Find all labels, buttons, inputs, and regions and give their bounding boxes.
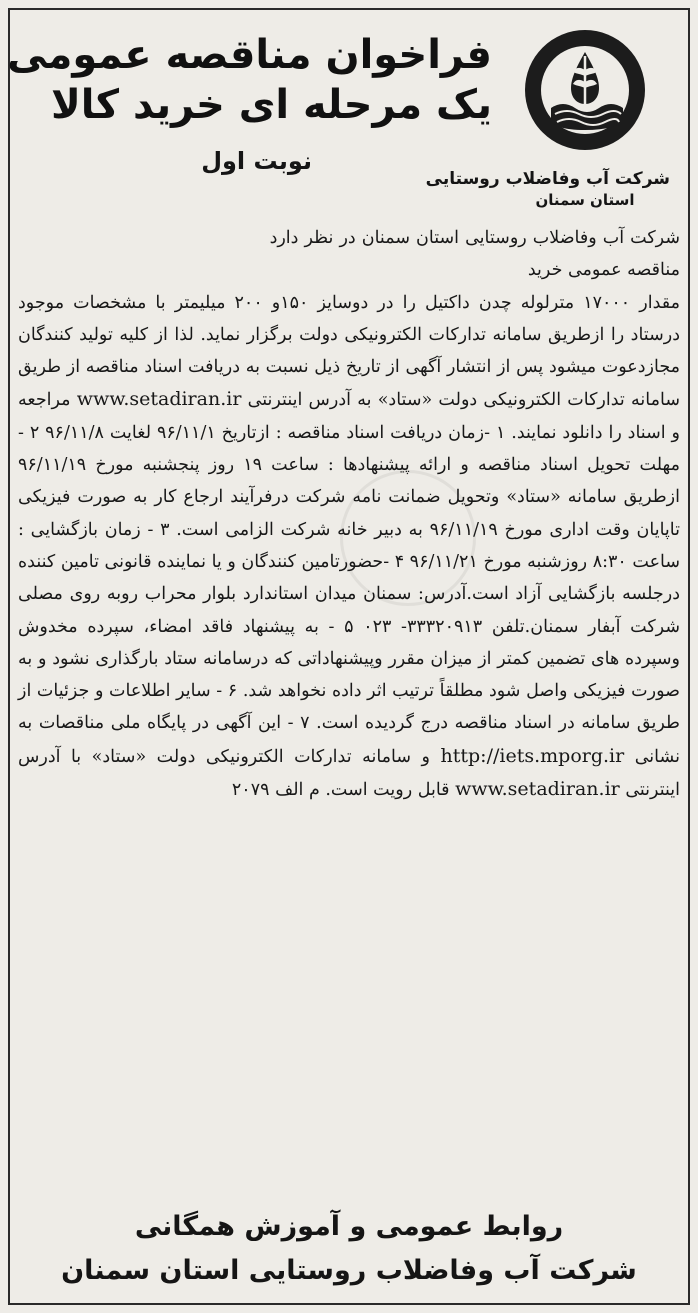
setad-url-1[interactable]: www.setadiran.ir (76, 388, 242, 411)
notice-header (7, 22, 680, 209)
footer-company: شرکت آب وفاضلاب روستایی استان سمنان (61, 1255, 637, 1286)
notice-body (18, 222, 680, 806)
logo-block (425, 26, 670, 210)
footer-public-relations: روابط عمومی و آموزش همگانی (134, 1211, 564, 1242)
province-name: استان سمنان (535, 191, 635, 209)
iets-url[interactable]: http://iets.mporg.ir (440, 744, 625, 767)
body-text-3: و سامانه تدارکات الکترونیکی دولت «ستاد» با آدرس اینترنتی (18, 746, 680, 801)
body-text-1: مقدار ۱۷۰۰۰ مترلوله چدن داکتیل را در دوسایز ۱۵۰و ۲۰۰ میلیمتر با مشخصات موجود درستاد را ازطریق سامانه تدارکات الکترونیکی دولت برگزار نماید. لذا از کلیه تولید کنندگان مجازدعوت میشود پس از انتشار آگهی از تاریخ ذیل نسبت به دریافت اسناد مناقصه از طریق سامانه تدارکات الکترونیکی دولت «ستاد» به آدرس اینترنتی (18, 292, 680, 411)
body-text-4: قابل رویت است. م الف ۲۰۷۹ (231, 780, 450, 801)
notice-title-line2: یک مرحله ای خرید کالا (50, 82, 492, 128)
body-intro: شرکت آب وفاضلاب روستایی استان سمنان در نظر دارد مناقصه عمومی خرید (269, 228, 680, 281)
company-name: شرکت آب وفاضلاب روستایی (425, 169, 670, 189)
title-block (7, 30, 492, 178)
notice-title-line1: فراخوان مناقصه عمومی (7, 32, 492, 78)
setad-url-2[interactable]: www.setadiran.ir (455, 778, 620, 801)
notice-footer (18, 1205, 680, 1293)
wheat-water-drop-emblem-icon (521, 26, 649, 154)
round-label: نوبت اول (201, 147, 312, 175)
body-text-2: مراجعه و اسناد را دانلود نمایند. ۱ -زمان دریافت اسناد مناقصه : ازتاریخ ۹۶/۱۱/۱ لغایت ۹۶/۱۱/۸ ۲ - مهلت تحویل اسناد مناقصه و ارائه پیشنهادها : ساعت ۱۹ روز پنجشنبه مورخ ۹۶/۱۱/۱۹ ازطریق سامانه «ستاد» وتحویل ضمانت نامه شرکت درفرآیند ارجاع کار به صورت فیزیکی تاپایان وقت اداری مورخ ۹۶/۱۱/۱۹ به دبیر خانه شرکت الزامی است. ۳ - زمان بازگشایی : ساعت ۸:۳۰ روزشنبه مورخ ۹۶/۱۱/۲۱ ۴ -حضورتامین کنندگان و یا نماینده قانونی تامین کننده درجلسه بازگشایی آزاد است.آدرس: سمنان میدان استاندارد بلوار محراب روبه روی مصلی شرکت آبفار سمنان.تلفن ۳۳۳۲۰۹۱۳- ۰۲۳ ۵ - به پیشنهاد فاقد امضاء، سپرده مخدوش وسپرده های تضمین کمتر از میزان مقرر وپیشنهاداتی که درسامانه ستاد بارگذاری نشود و به صورت فیزیکی واصل شود مطلقاً ترتیب اثر داده نخواهد شد. ۶ - سایر اطلاعات و جزئیات از طریق سامانه در اسناد مناقصه درج گردیده است. ۷ - این آگهی در پایگاه ملی مناقصات به نشانی (18, 390, 680, 767)
body-paragraph (18, 222, 680, 806)
